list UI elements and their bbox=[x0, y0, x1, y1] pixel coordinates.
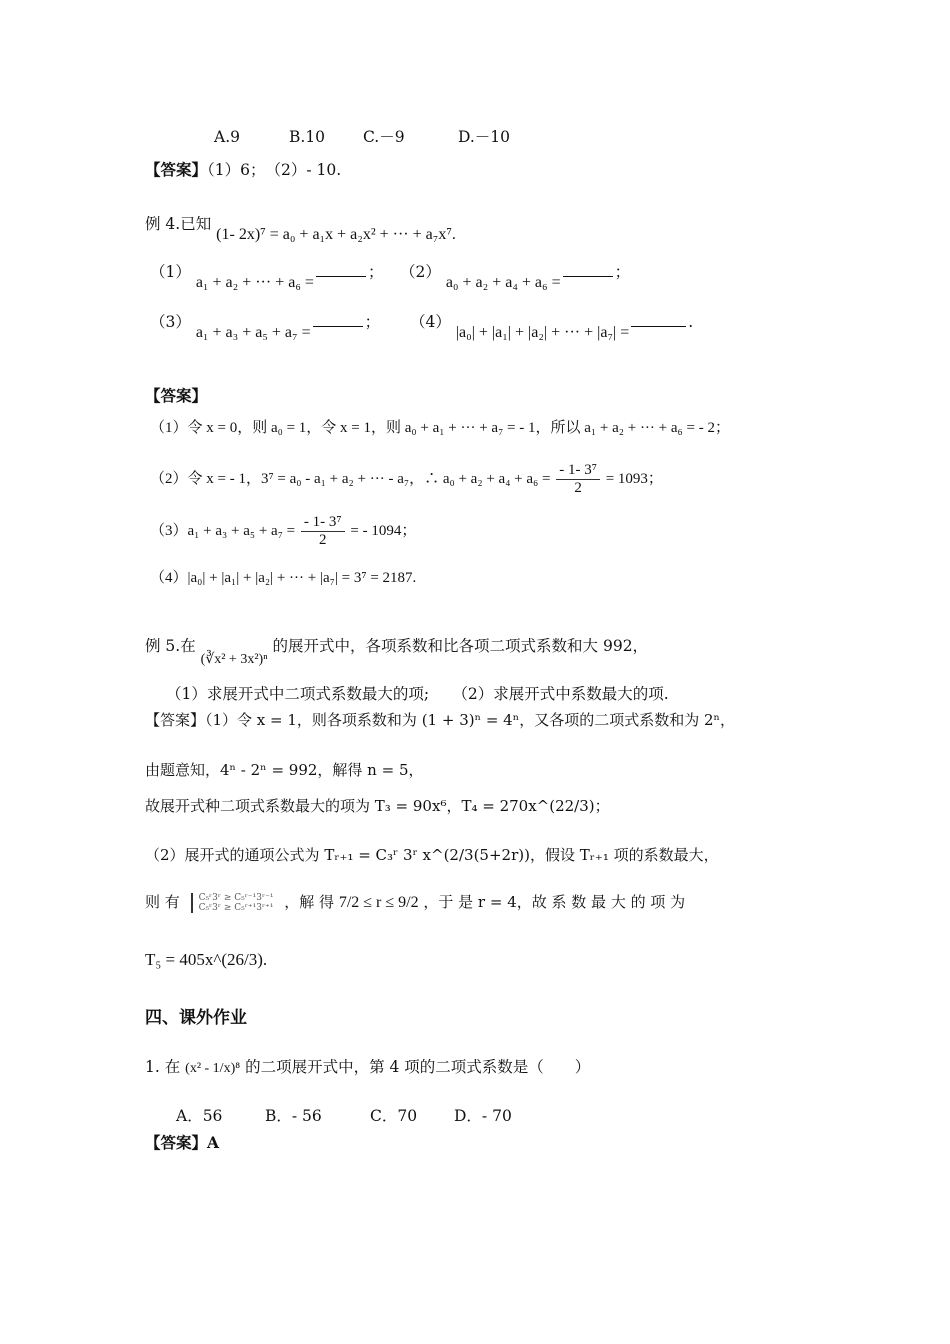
ex5-answer-4: （2）展开式的通项公式为 Tᵣ₊₁ = C₃ʳ 3ʳ x^(2/3(5+2r))，假设 Tᵣ₊₁ 项的系数最大， bbox=[145, 846, 719, 864]
ex4-q2: （2） a₀ + a₂ + a₄ + a₆ =； bbox=[400, 263, 631, 291]
q1-expr: a₁ + a₂ + ··· + a₆ = bbox=[195, 274, 314, 291]
s3-num: - 1- 3⁷ bbox=[301, 514, 345, 532]
ex4-heading bbox=[145, 214, 456, 243]
s3-fraction bbox=[301, 514, 345, 549]
s3-lhs: （3）a₁ + a₃ + a₅ + a₇ = bbox=[150, 522, 296, 539]
q3-blank bbox=[313, 314, 363, 327]
s2-fraction bbox=[556, 462, 600, 497]
s3-den: 2 bbox=[319, 532, 327, 548]
hw1-option-a: A．56 bbox=[176, 1107, 223, 1125]
q1-blank bbox=[316, 264, 366, 277]
ex4-answer-s3 bbox=[150, 514, 416, 549]
hw1-option-c: C．70 bbox=[370, 1107, 418, 1125]
ex5-heading bbox=[145, 636, 649, 667]
answer-text: （1）6； （2）- 10. bbox=[207, 161, 342, 179]
q3-expr: a₁ + a₃ + a₅ + a₇ = bbox=[195, 324, 311, 341]
ex5-answer-6: T₅ = 405x^(26/3). bbox=[145, 950, 268, 969]
ex4-answer-s1: （1）令 x = 0，则 a₀ = 1，令 x = 1，则 a₀ + a₁ + ··· + a₇ = - 1，所以 a₁ + a₂ + ··· + a₆ = - 2； bbox=[150, 420, 730, 436]
s2-num: - 1- 3⁷ bbox=[556, 462, 600, 480]
hw1-expr: (x² - 1/x)⁸ bbox=[185, 1061, 241, 1076]
s2-lhs: （2）令 x = - 1，3⁷ = a₀ - a₁ + a₂ + ··· - a₇，∴ a₀ + a₂ + a₄ + a₆ = bbox=[150, 470, 551, 487]
option-c: C.－9 bbox=[363, 128, 405, 146]
q3-label: （3） bbox=[150, 313, 191, 331]
hw1-pre: 1. 在 bbox=[145, 1058, 181, 1076]
ex5-expr: (∛x² + 3x²)ⁿ bbox=[200, 652, 268, 667]
q2-label: （2） bbox=[400, 263, 441, 281]
ex4-answer-label: 【答案】 bbox=[145, 386, 208, 405]
hw1-post: 的二项展开式中，第 4 项的二项式系数是（ ） bbox=[245, 1058, 591, 1076]
ex5-questions: （1）求展开式中二项式系数最大的项; （2）求展开式中系数最大的项. bbox=[166, 685, 669, 703]
hw1-question bbox=[145, 1057, 590, 1079]
s3-rhs: = - 1094； bbox=[350, 522, 417, 539]
ex4-q4: （4） |a₀| + |a₁| + |a₂| + ··· + |a₇| =. bbox=[410, 313, 694, 341]
q1-label: （1） bbox=[150, 263, 191, 281]
ex4-q1: （1） a₁ + a₂ + ··· + a₆ =； bbox=[150, 263, 384, 291]
hw1-answer: 【答案】A bbox=[145, 1133, 220, 1152]
answer-top bbox=[145, 160, 341, 180]
ex5-answer-5 bbox=[145, 892, 685, 913]
section-heading: 四、课外作业 bbox=[145, 1008, 247, 1028]
hw1-option-b: B．- 56 bbox=[265, 1107, 322, 1125]
q2-expr: a₀ + a₂ + a₄ + a₆ = bbox=[445, 274, 561, 291]
option-d: D.－10 bbox=[458, 128, 511, 146]
ex5-answer-1: 【答案】（1）令 x = 1，则各项系数和为 (1 + 3)ⁿ = 4ⁿ，又各项的二项式系数和为 2ⁿ， bbox=[145, 711, 736, 729]
sys-line-2: C₅ʳ3ʳ ≥ C₅ʳ⁺¹3ʳ⁺¹ bbox=[198, 903, 274, 913]
ex5-head: 例 5.在 bbox=[145, 637, 196, 655]
inequality-system bbox=[191, 893, 274, 913]
q4-label: （4） bbox=[410, 313, 451, 331]
sys-line-1: C₅ʳ3ʳ ≥ C₅ʳ⁻¹3ʳ⁻¹ bbox=[198, 893, 274, 903]
q2-blank bbox=[563, 264, 613, 277]
a5-inequality: 7/2 ≤ r ≤ 9/2 bbox=[338, 894, 419, 911]
a5-pre: 则 有 bbox=[145, 893, 180, 911]
ex4-head: 例 4.已知 bbox=[145, 215, 212, 233]
ex5-answer-2: 由题意知，4ⁿ - 2ⁿ = 992，解得 n = 5， bbox=[145, 761, 424, 779]
option-b: B.10 bbox=[289, 128, 326, 146]
option-a: A.9 bbox=[214, 128, 240, 146]
answer-label: 【答案】 bbox=[145, 160, 208, 179]
ex5-answer-3: 故展开式种二项式系数最大的项为 T₃ = 90x⁶，T₄ = 270x^(22/3)； bbox=[145, 797, 610, 815]
a5-post: ，于 是 r = 4，故 系 数 最 大 的 项 为 bbox=[423, 893, 686, 911]
a5-mid: ，解 得 bbox=[284, 893, 335, 911]
ex5-tail: 的展开式中，各项系数和比各项二项式系数和大 992， bbox=[272, 637, 649, 655]
ex4-equation: (1- 2x)⁷ = a₀ + a₁x + a₂x² + ··· + a₇x⁷. bbox=[216, 226, 456, 243]
ex4-q3: （3） a₁ + a₃ + a₅ + a₇ =； bbox=[150, 313, 381, 341]
q4-blank bbox=[631, 314, 686, 327]
s2-den: 2 bbox=[574, 480, 582, 496]
hw1-option-d: D．- 70 bbox=[454, 1107, 512, 1125]
s2-rhs: = 1093； bbox=[605, 470, 663, 487]
ex4-answer-s2 bbox=[150, 462, 663, 497]
ex4-answer-s4: （4）|a₀| + |a₁| + |a₂| + ··· + |a₇| = 3⁷ = 2187. bbox=[150, 570, 417, 586]
q4-expr: |a₀| + |a₁| + |a₂| + ··· + |a₇| = bbox=[455, 324, 630, 341]
